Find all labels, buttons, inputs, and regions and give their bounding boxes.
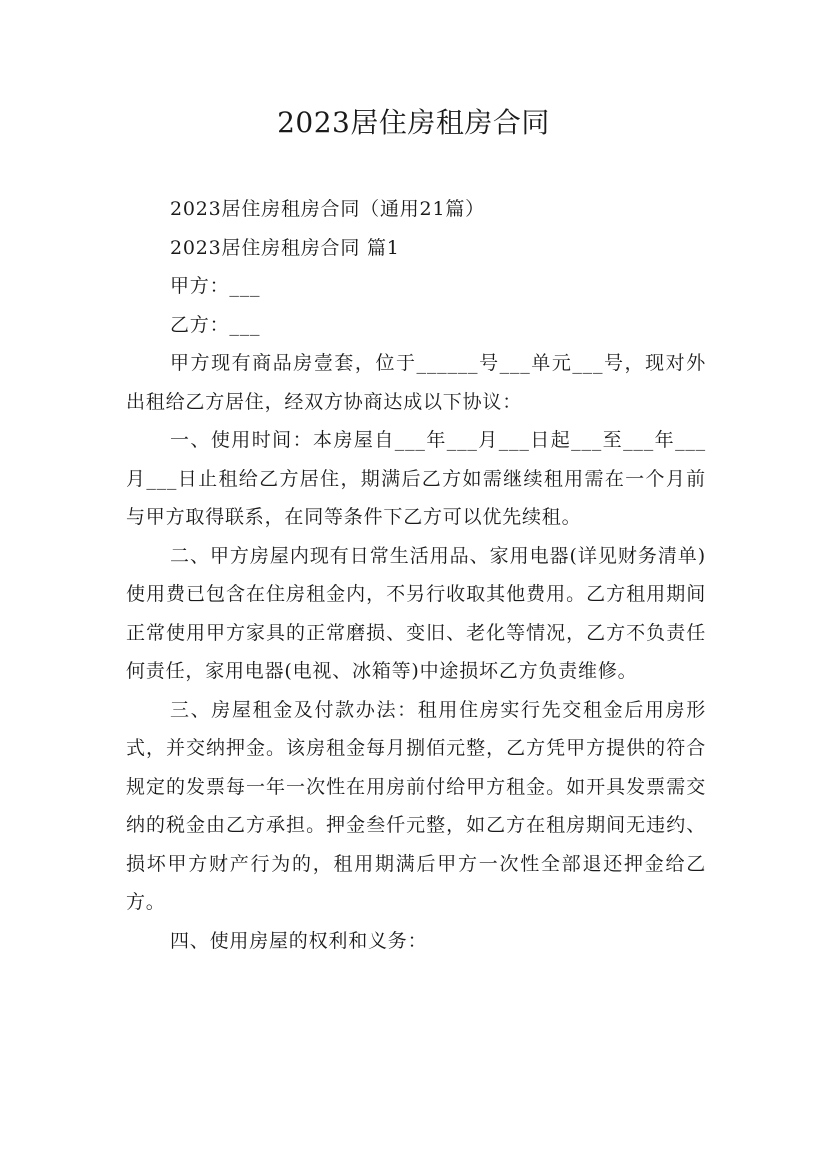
paragraph-party-a: 甲方：___ xyxy=(170,275,261,297)
paragraph-party-b: 乙方：___ xyxy=(170,313,261,336)
document-title: 2023居住房租房合同 xyxy=(277,106,550,139)
paragraph-clause-3: 三、房屋租金及付款办法：租用住房实行先交租金后用房形式，并交纳押金。该房租金每月捌佰元整，乙方凭甲方提供的符合规定的发票每一年一次性在用房前付给甲方租金。如开具发票需交纳的税金由乙方承担。押金叁仟元整，如乙方在租房期间无违约、损坏甲方财产行为的，租用期满后甲方一次性全部退还押金给乙方。 xyxy=(126,698,706,913)
document-body xyxy=(126,190,706,960)
paragraph-section-heading: 2023居住房租房合同 篇1 xyxy=(170,236,400,259)
paragraph-clause-2: 二、甲方房屋内现有日常生活用品、家用电器(详见财务清单)使用费已包含在住房租金内，不另行收取其他费用。乙方租用期间正常使用甲方家具的正常磨损、变旧、老化等情况，乙方不负责任何责任，家用电器(电视、冰箱等)中途损坏乙方负责维修。 xyxy=(126,544,706,682)
paragraph-clause-4: 四、使用房屋的权利和义务： xyxy=(170,929,428,952)
paragraph-clause-1: 一、使用时间：本房屋自___年___月___日起___至___年___月___日止租给乙方居住，期满后乙方如需继续租用需在一个月前与甲方取得联系，在同等条件下乙方可以优先续租。 xyxy=(126,429,706,528)
paragraph-preamble: 甲方现有商品房壹套，位于______号___单元___号，现对外出租给乙方居住，经双方协商达成以下协议： xyxy=(126,352,706,413)
paragraph-subtitle: 2023居住房租房合同（通用21篇） xyxy=(170,198,485,220)
